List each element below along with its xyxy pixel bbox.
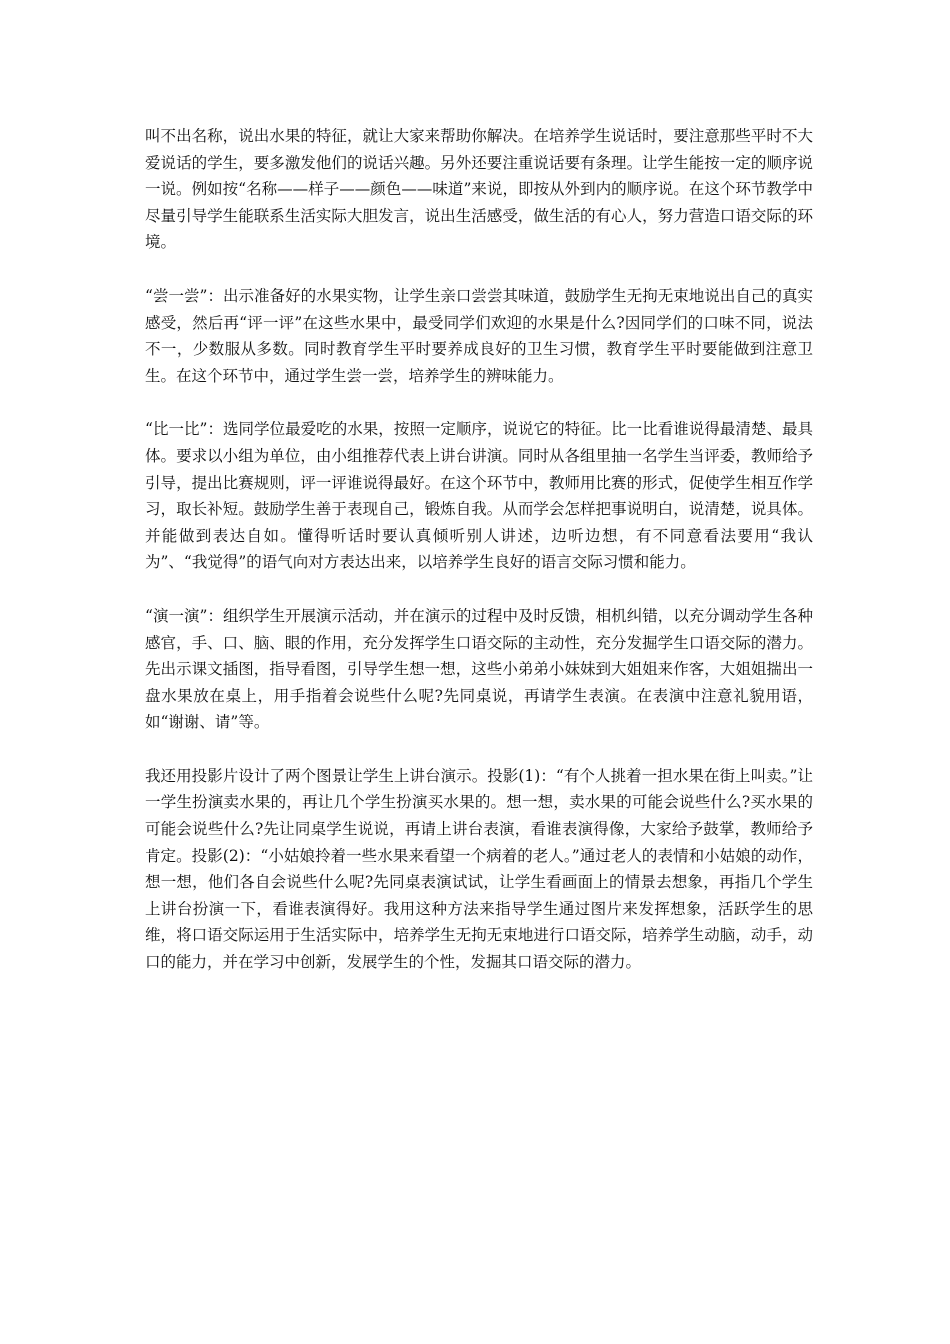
document-body <box>145 123 813 1003</box>
paragraph-projection: 我还用投影片设计了两个图景让学生上讲台演示。投影(1)：“有个人挑着一担水果在街上叫卖。”让一学生扮演卖水果的，再让几个学生扮演买水果的。想一想，卖水果的可能会说些什么?买水果的可能会说些什么?先让同桌学生说说，再请上讲台表演，看谁表演得像，大家给予鼓掌，教师给予肯定。投影(2)：“小姑娘拎着一些水果来看望一个病着的老人。”通过老人的表情和小姑娘的动作，想一想，他们各自会说些什么呢?先同桌表演试试，让学生看画面上的情景去想象，再指几个学生上讲台扮演一下，看谁表演得好。我用这种方法来指导学生通过图片来发挥想象，活跃学生的思维，将口语交际运用于生活实际中，培养学生无拘无束地进行口语交际，培养学生动脑，动手，动口的能力，并在学习中创新，发展学生的个性，发掘其口语交际的潜力。 <box>145 766 813 972</box>
paragraph-compare: “比一比”：选同学位最爱吃的水果，按照一定顺序，说说它的特征。比一比看谁说得最清楚、最具体。要求以小组为单位，由小组推荐代表上讲台讲演。同时从各组里抽一名学生当评委，教师给予引导，提出比赛规则，评一评谁说得最好。在这个环节中，教师用比赛的形式，促使学生相互作学习，取长补短。鼓励学生善于表现自己，锻炼自我。从而学会怎样把事说明白，说清楚，说具体。并能做到表达自如。懂得听话时要认真倾听别人讲述，边听边想，有不同意看法要用“我认为”、“我觉得”的语气向对方表达出来，以培养学生良好的语言交际习惯和能力。 <box>145 420 813 572</box>
paragraph-taste: “尝一尝”：出示准备好的水果实物，让学生亲口尝尝其味道，鼓励学生无拘无束地说出自己的真实感受，然后再“评一评”在这些水果中，最受同学们欢迎的水果是什么?因同学们的口味不同，说法不一，少数服从多数。同时教育学生平时要养成良好的卫生习惯，教育学生平时要能做到注意卫生。在这个环节中，通过学生尝一尝，培养学生的辨味能力。 <box>145 286 813 385</box>
paragraph-perform: “演一演”：组织学生开展演示活动，并在演示的过程中及时反馈，相机纠错，以充分调动学生各种感官，手、口、脑、眼的作用，充分发挥学生口语交际的主动性，充分发掘学生口语交际的潜力。先出示课文插图，指导看图，引导学生想一想，这些小弟弟小妹妹到大姐姐来作客，大姐姐揣出一盘水果放在桌上，用手指着会说些什么呢?先同桌说，再请学生表演。在表演中注意礼貌用语，如“谢谢、请”等。 <box>145 606 813 732</box>
paragraph-fruit-features: 叫不出名称，说出水果的特征，就让大家来帮助你解决。在培养学生说话时，要注意那些平时不大爱说话的学生，要多激发他们的说话兴趣。另外还要注重说话要有条理。让学生能按一定的顺序说一说。例如按“名称——样子——颜色——味道”来说，即按从外到内的顺序说。在这个环节教学中尽量引导学生能联系生活实际大胆发言，说出生活感受，做生活的有心人，努力营造口语交际的环境。 <box>145 127 813 252</box>
